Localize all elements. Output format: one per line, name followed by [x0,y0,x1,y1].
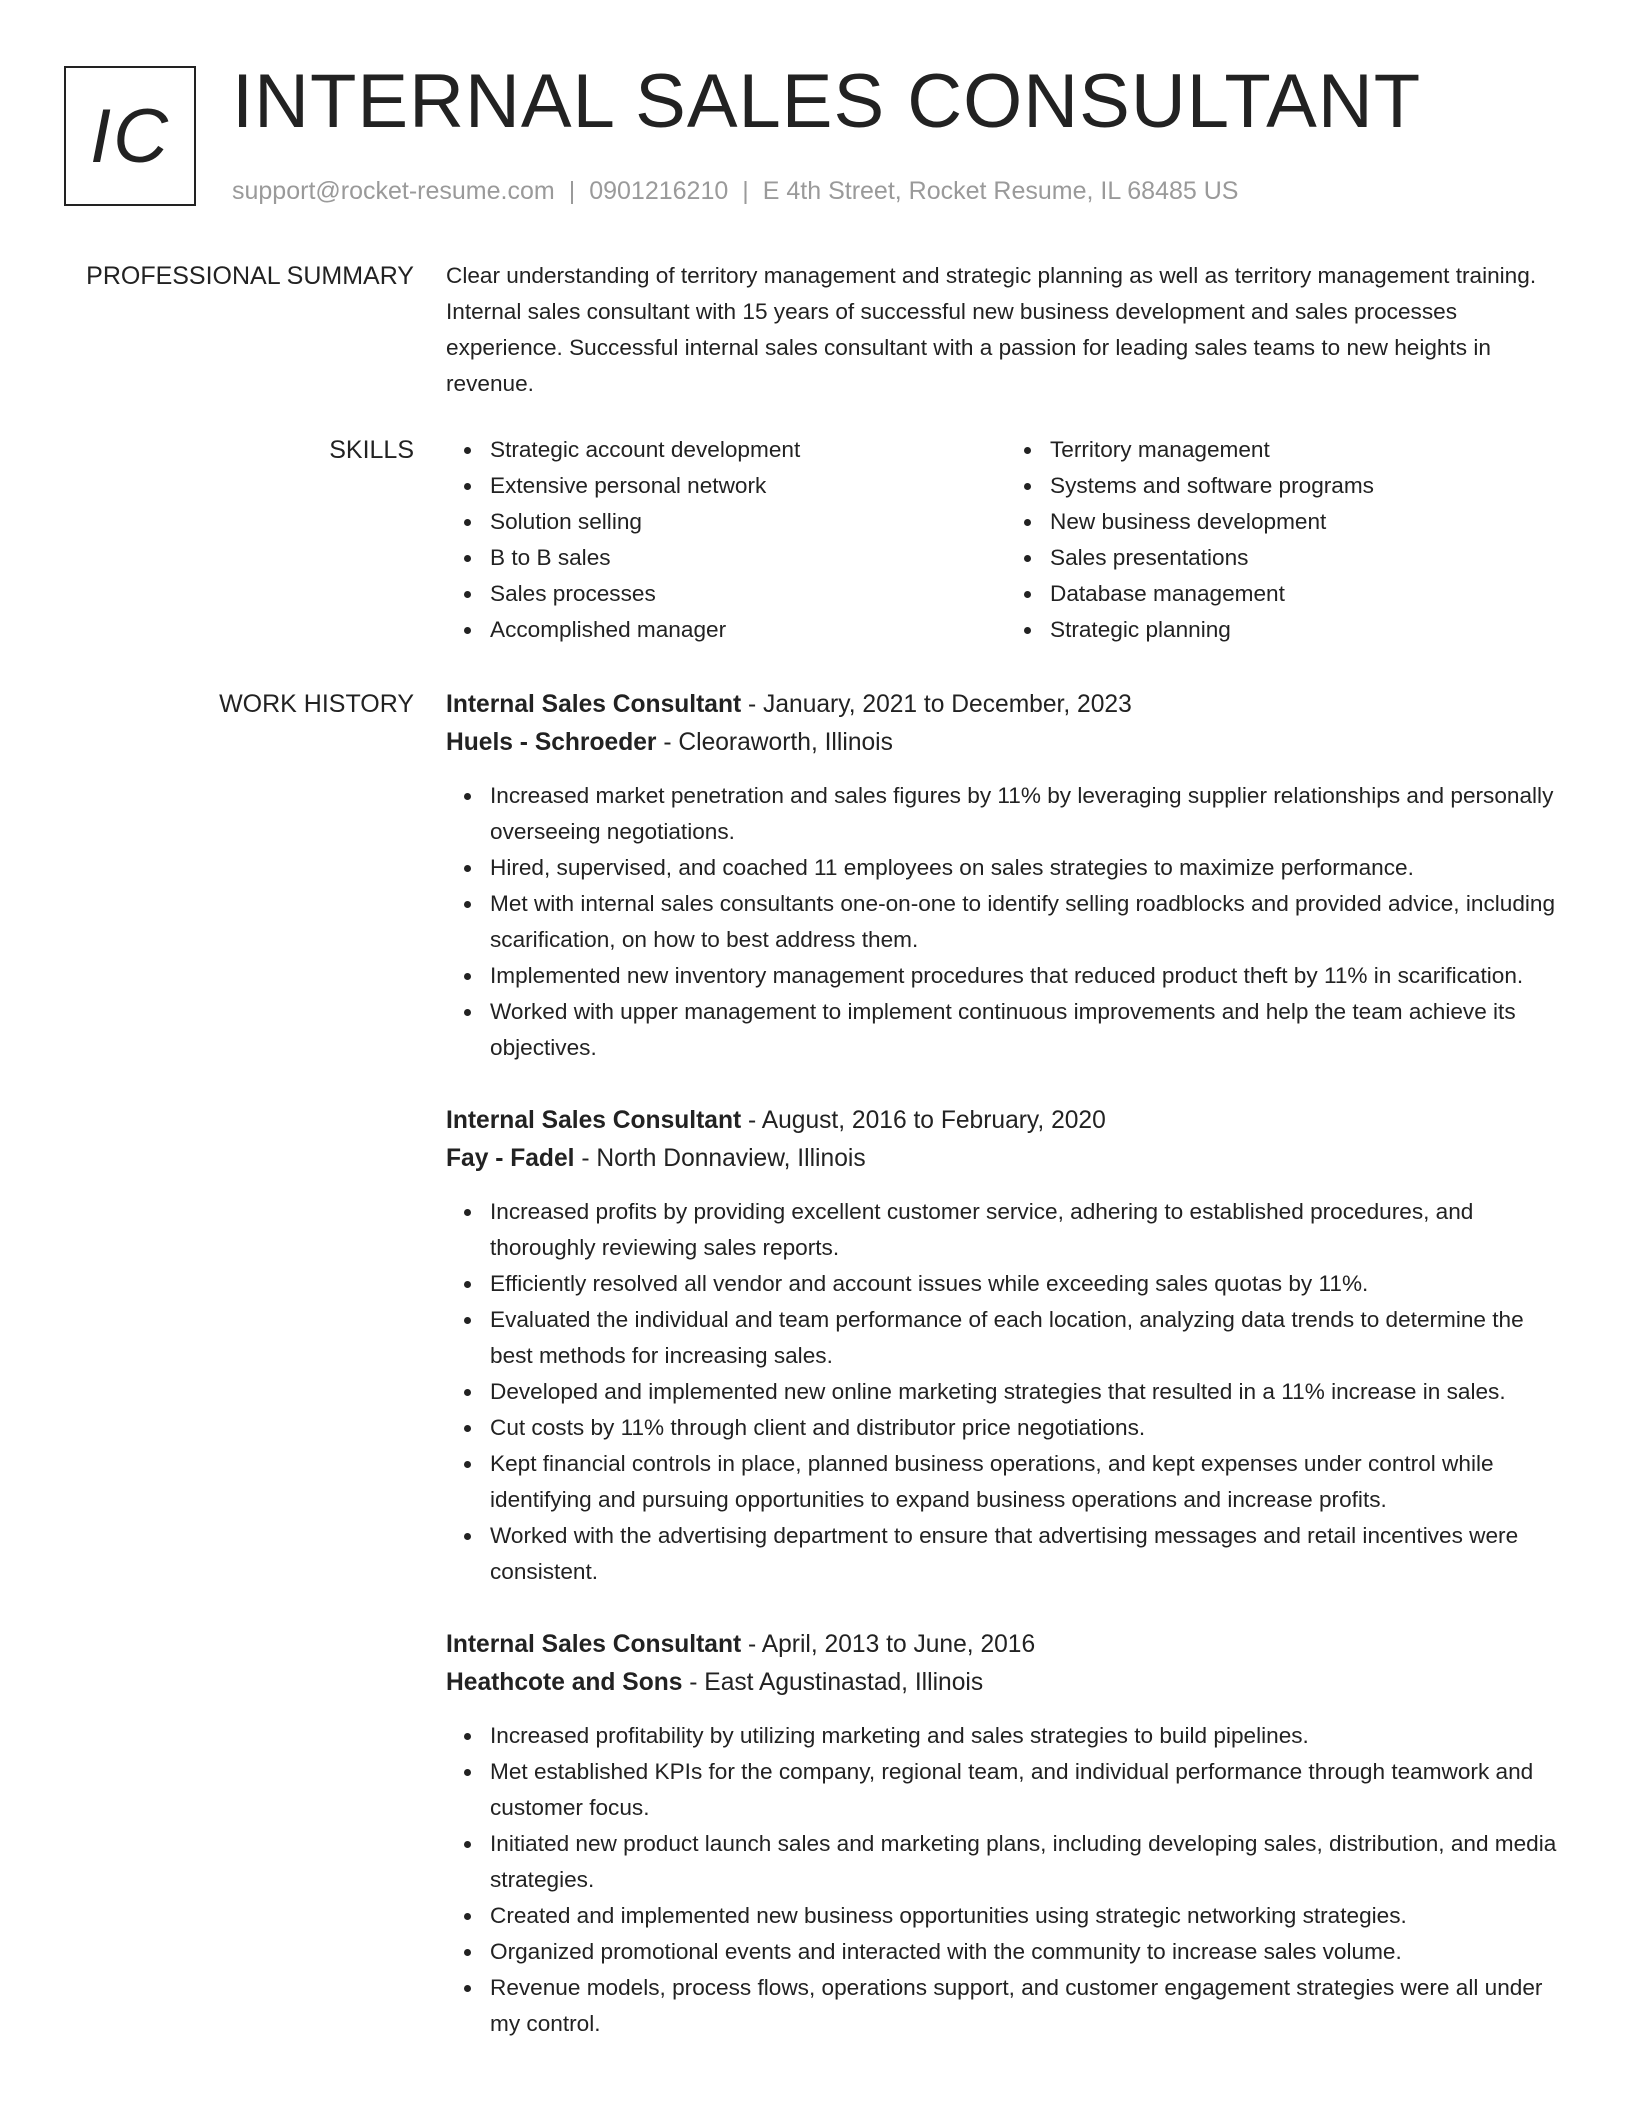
job-bullet: Created and implemented new business opportunities using strategic networking strategies. [490,1898,1566,1934]
job-company-line [446,724,1566,762]
job-company-line [446,1664,1566,1702]
summary-body [446,258,1566,402]
monogram-badge [64,66,196,206]
skill-item: Solution selling [490,504,1006,540]
job-dates: - January, 2021 to December, 2023 [748,691,1132,718]
job-title-line [446,686,1566,724]
monogram-initials: IC [90,93,170,179]
job-bullet: Evaluated the individual and team performance of each location, analyzing data trends to determine the best methods for increasing sales. [490,1302,1566,1374]
job-location: - East Agustinastad, Illinois [689,1669,984,1696]
job-bullets [446,1718,1566,2042]
skills-grid [446,432,1566,648]
resume-title: INTERNAL SALES CONSULTANT [232,59,1422,144]
work-history-heading: WORK HISTORY [219,690,414,718]
job-bullet: Initiated new product launch sales and marketing plans, including developing sales, distribution, and media strategies. [490,1826,1566,1898]
job-company: Huels - Schroeder [446,729,657,756]
skill-item: Accomplished manager [490,612,1006,648]
job-bullet: Efficiently resolved all vendor and account issues while exceeding sales quotas by 11%. [490,1266,1566,1302]
job-location: - North Donnaview, Illinois [581,1145,866,1172]
skill-item: Extensive personal network [490,468,1006,504]
skill-item: Sales processes [490,576,1006,612]
job-location: - Cleoraworth, Illinois [663,729,893,756]
skills-heading: SKILLS [329,436,414,464]
job-title: Internal Sales Consultant [446,691,742,718]
skills-column-right [1006,432,1566,648]
job-title: Internal Sales Consultant [446,1107,742,1134]
contact-address: E 4th Street, Rocket Resume, IL 68485 US [762,177,1239,205]
job-bullet: Cut costs by 11% through client and distributor price negotiations. [490,1410,1566,1446]
work-history-body [446,686,1566,2042]
job-title-line [446,1102,1566,1140]
job-entry [446,686,1566,1066]
contact-email[interactable]: support@rocket-resume.com [232,177,555,205]
skill-item: Database management [1050,576,1566,612]
job-bullet: Revenue models, process flows, operations support, and customer engagement strategies were all under my control. [490,1970,1566,2042]
job-bullet: Hired, supervised, and coached 11 employees on sales strategies to maximize performance. [490,850,1566,886]
job-bullet: Implemented new inventory management procedures that reduced product theft by 11% in scarification. [490,958,1566,994]
job-dates: - April, 2013 to June, 2016 [748,1631,1036,1658]
job-bullet: Organized promotional events and interacted with the community to increase sales volume. [490,1934,1566,1970]
skill-item: Strategic planning [1050,612,1566,648]
job-bullets [446,1194,1566,1590]
summary-heading: PROFESSIONAL SUMMARY [86,262,414,290]
skill-item: Systems and software programs [1050,468,1566,504]
contact-phone[interactable]: 0901216210 [589,177,729,205]
job-bullet: Increased market penetration and sales figures by 11% by leveraging supplier relationships and personally overseeing negotiations. [490,778,1566,850]
skill-item: Territory management [1050,432,1566,468]
skill-item: B to B sales [490,540,1006,576]
job-entry [446,1102,1566,1590]
job-title-line [446,1626,1566,1664]
summary-text: Clear understanding of territory management and strategic planning as well as territory management training. Internal sales consultant with 15 years of successful new business development and sales processes experience. Successful internal sales consultant with a passion for leading sales teams to new heights in revenue. [446,263,1537,396]
job-bullet: Worked with the advertising department to ensure that advertising messages and retail incentives were consistent. [490,1518,1566,1590]
job-bullet: Increased profitability by utilizing marketing and sales strategies to build pipelines. [490,1718,1566,1754]
job-dates: - August, 2016 to February, 2020 [748,1107,1106,1134]
job-entry [446,1626,1566,2042]
job-title: Internal Sales Consultant [446,1631,742,1658]
skill-item: New business development [1050,504,1566,540]
contact-separator: | [568,177,576,205]
job-company: Fay - Fadel [446,1145,575,1172]
job-company: Heathcote and Sons [446,1669,683,1696]
job-company-line [446,1140,1566,1178]
skill-item: Strategic account development [490,432,1006,468]
contact-separator: | [742,177,749,205]
job-bullet: Increased profits by providing excellent customer service, adhering to established procedures, and thoroughly reviewing sales reports. [490,1194,1566,1266]
job-bullet: Kept financial controls in place, planned business operations, and kept expenses under control while identifying and pursuing opportunities to expand business operations and increase profits. [490,1446,1566,1518]
job-bullet: Met established KPIs for the company, regional team, and individual performance through teamwork and customer focus. [490,1754,1566,1826]
job-bullet: Worked with upper management to implement continuous improvements and help the team achieve its objectives. [490,994,1566,1066]
skill-item: Sales presentations [1050,540,1566,576]
skills-column-left [446,432,1006,648]
job-bullets [446,778,1566,1066]
job-bullet: Developed and implemented new online marketing strategies that resulted in a 11% increase in sales. [490,1374,1566,1410]
contact-line [232,174,1238,208]
job-bullet: Met with internal sales consultants one-on-one to identify selling roadblocks and provided advice, including scarification, on how to best address them. [490,886,1566,958]
